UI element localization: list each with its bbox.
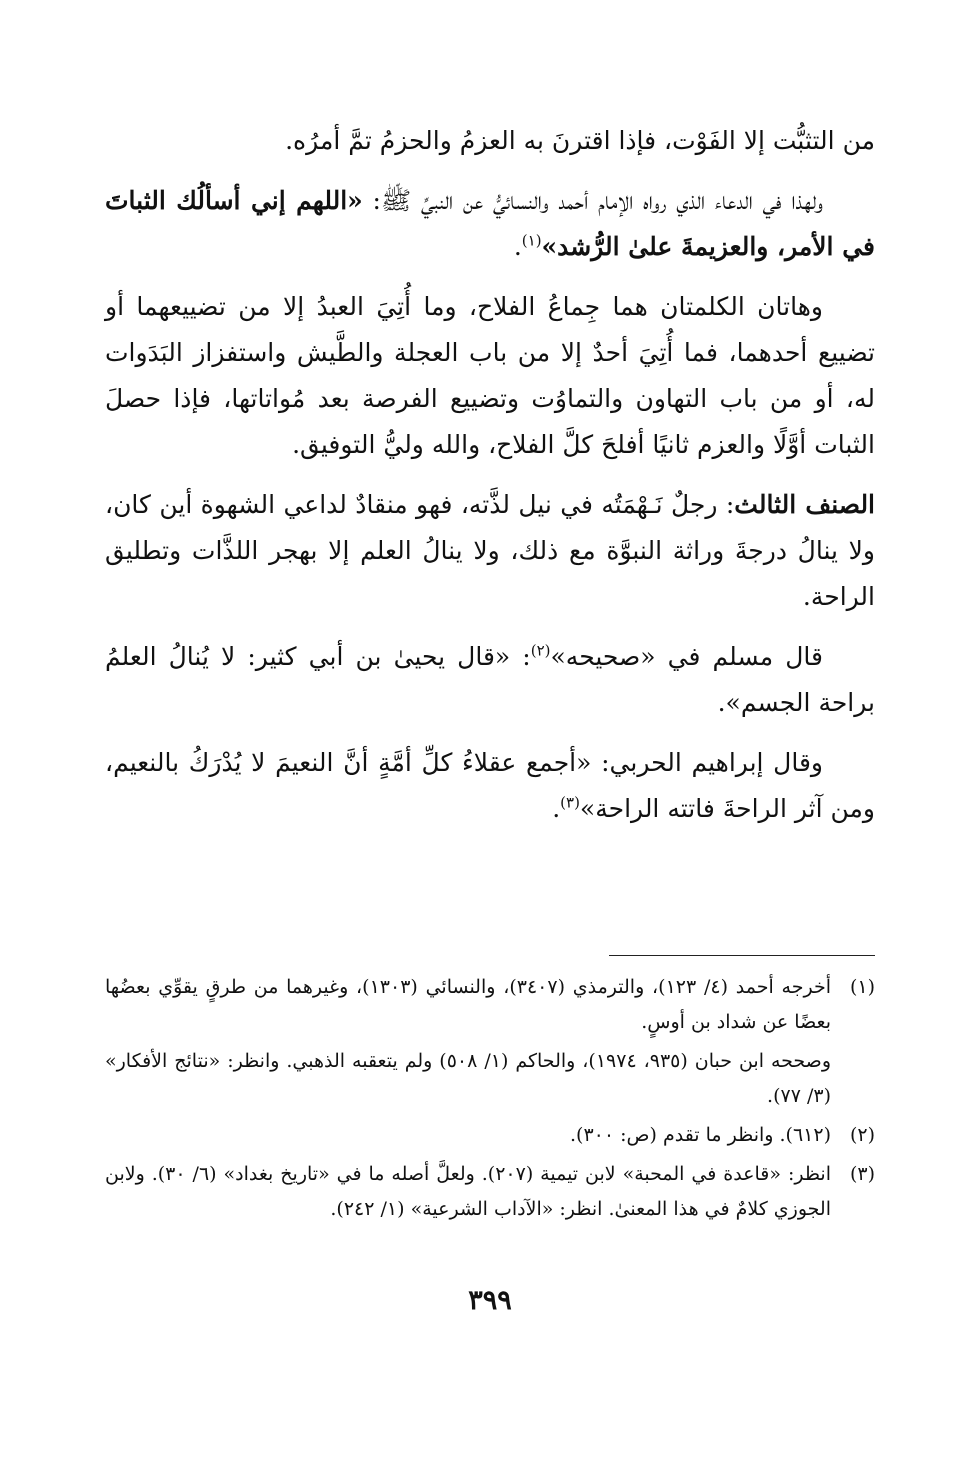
footnote-ref-3[interactable]: (٣) <box>560 793 580 812</box>
footnote-text: أخرجه أحمد (٤/ ١٢٣)، والترمذي (٣٤٠٧)، والنسائي (١٣٠٣)، وغيرهما من طرقٍ يقوِّي بعضُها بعضًا عن شداد بن أوسٍ. <box>105 976 831 1033</box>
footnotes <box>105 970 875 1231</box>
paragraph-2 <box>105 178 875 270</box>
footnote-separator <box>609 955 875 956</box>
paragraph-5-rest: : «قال يحيىٰ بن أبي كثير: لا يُنالُ العلمُ براحة الجسم». <box>105 642 875 717</box>
paragraph-5-text: قال مسلم في «صحيحه» <box>550 642 823 671</box>
paragraph-6-text: وقال إبراهيم الحربي: «أجمع عقلاءُ كلِّ أمَّةٍ أنَّ النعيمَ لا يُدْرَكُ بالنعيم، ومن آثر الراحةَ فاتته الراحة» <box>105 748 875 823</box>
footnote-3 <box>105 1157 875 1227</box>
paragraph-2-text: ولهذا في الدعاء الذي رواه الإمام أحمد والنسائيُّ عن النبيِّ ﷺ: <box>362 186 824 215</box>
paragraph-6 <box>105 740 875 832</box>
page-number: ٣٩٩ <box>468 1285 512 1316</box>
paragraph-5 <box>105 634 875 726</box>
footnote-2 <box>105 1118 875 1153</box>
main-text <box>105 118 875 846</box>
paragraph-2-end: . <box>513 232 522 261</box>
footnote-text: انظر: «قاعدة في المحبة» لابن تيمية (٢٠٧). ولعلَّ أصله ما في «تاريخ بغداد» (٦/ ٣٠). ولابن الجوزي كلامٌ في هذا المعنىٰ. انظر: «الآداب الشرعية» (١/ ٢٤٢). <box>105 1163 831 1220</box>
paragraph-3: وهاتان الكلمتان هما جِماعُ الفلاح، وما أُتِيَ العبدُ إلا من تضييعهما أو تضييع أحدهما، فما أُتِيَ أحدٌ إلا من باب العجلة والطَّيش واستفزاز البَدَوات له، أو من باب التهاون والتماوُت وتضييع الفرصة بعد مُواتاتها، فإذا حصلَ الثبات أوَّلًا والعزم ثانيًا أفلحَ كلَّ الفلاح، والله وليُّ التوفيق. <box>105 292 875 459</box>
paragraph-2-quote: «اللهم إني أسألُك الثباتَ في الأمر، والعزيمةَ علىٰ الرُّشد» <box>105 186 875 261</box>
footnote-1 <box>105 970 875 1040</box>
paragraph-6-end: . <box>552 794 561 823</box>
footnote-number: (١) <box>849 976 875 998</box>
footnote-ref-1[interactable]: (١) <box>521 231 542 250</box>
paragraph-4 <box>105 482 875 620</box>
section-lead: الصنف الثالث <box>734 490 876 519</box>
footnote-1-continuation: وصححه ابن حبان (٩٣٥، ١٩٧٤)، والحاكم (١/ ٥٠٨) ولم يتعقبه الذهبي. وانظر: «نتائج الأفكار» (٣/ ٧٧). <box>105 1050 831 1107</box>
paragraph-4-text: : رجلٌ نَـهْمَتُه في نيل لذَّته، فهو منقادٌ لداعي الشهوة أين كان، ولا ينالُ درجةَ وراثة النبوَّة مع ذلك، ولا ينالُ العلم إلا بهجر اللذَّات وتطليق الراحة. <box>105 490 875 611</box>
footnote-ref-2[interactable]: (٢) <box>530 641 551 660</box>
footnote-number: (٢) <box>849 1124 875 1146</box>
footnote-number: (٣) <box>849 1163 875 1185</box>
paragraph-1: من التثبُّت إلا الفَوْت، فإذا اقترنَ به العزمُ والحزمُ تمَّ أمرُه. <box>285 126 875 155</box>
footnote-text: (٦١٢). وانظر ما تقدم (ص: ٣٠٠). <box>570 1124 831 1146</box>
